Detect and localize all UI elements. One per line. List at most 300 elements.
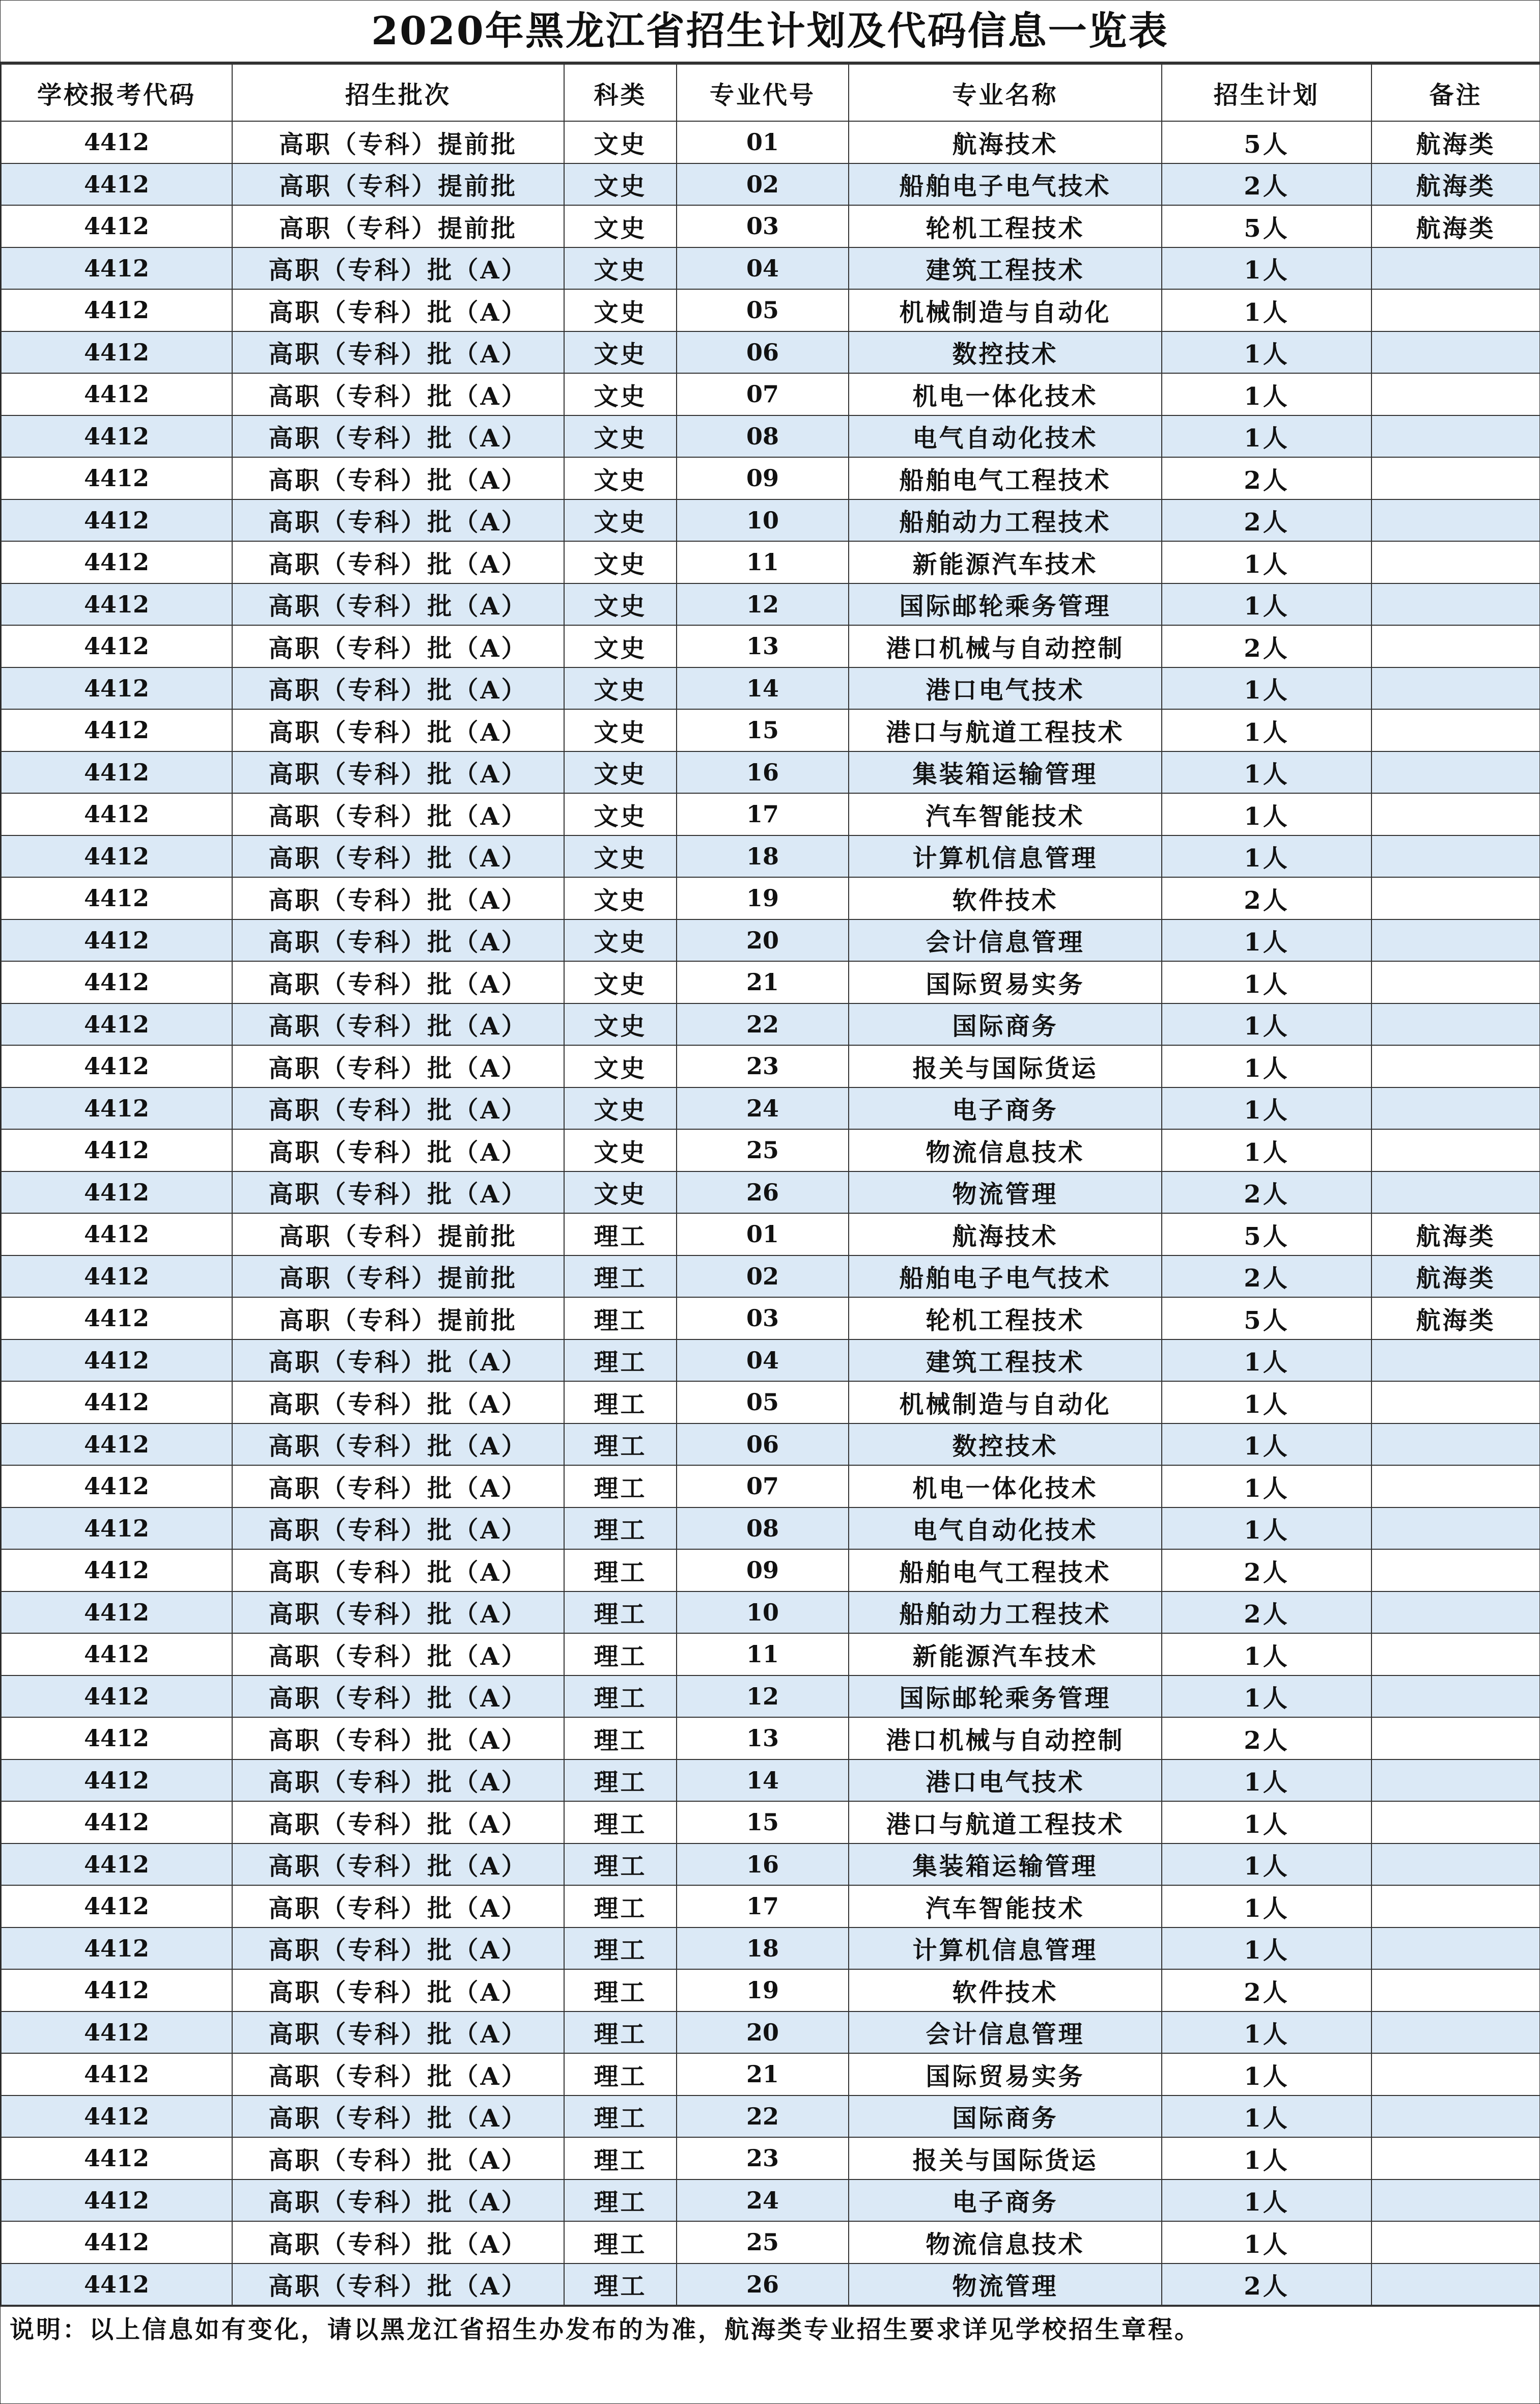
major-name-cell: 港口电气技术 — [849, 1759, 1162, 1802]
category-cell: 理工 — [564, 1549, 677, 1591]
table-row — [1, 163, 1540, 206]
school-code-cell: 4412 — [1, 1801, 232, 1843]
category-cell: 文史 — [564, 247, 677, 290]
batch-cell: 高职（专科）批（A） — [232, 2179, 564, 2222]
table-row — [1, 961, 1540, 1003]
remark-cell — [1371, 1381, 1540, 1423]
header-row — [1, 64, 1540, 121]
remark-cell — [1371, 457, 1540, 499]
table-row — [1, 2011, 1540, 2054]
major-name-cell: 国际贸易实务 — [849, 2053, 1162, 2095]
plan-cell: 1人 — [1162, 1759, 1371, 1802]
major-code-cell: 23 — [677, 1045, 849, 1087]
batch-cell: 高职（专科）提前批 — [232, 1255, 564, 1298]
plan-cell: 2人 — [1162, 1549, 1371, 1591]
major-code-cell: 26 — [677, 2263, 849, 2306]
remark-cell — [1371, 877, 1540, 919]
remark-cell — [1371, 1591, 1540, 1634]
table-row — [1, 877, 1540, 919]
header-remark: 备注 — [1371, 64, 1540, 121]
major-code-cell: 12 — [677, 1675, 849, 1718]
school-code-cell: 4412 — [1, 1759, 232, 1802]
category-cell: 理工 — [564, 1759, 677, 1802]
category-cell: 理工 — [564, 1927, 677, 1970]
major-name-cell: 船舶动力工程技术 — [849, 499, 1162, 542]
category-cell: 文史 — [564, 499, 677, 542]
category-cell: 理工 — [564, 2263, 677, 2306]
major-code-cell: 12 — [677, 583, 849, 626]
school-code-cell: 4412 — [1, 1969, 232, 2011]
major-code-cell: 25 — [677, 1129, 849, 1171]
plan-cell: 1人 — [1162, 1423, 1371, 1466]
plan-cell: 2人 — [1162, 499, 1371, 542]
plan-cell: 2人 — [1162, 2263, 1371, 2306]
table-row — [1, 289, 1540, 331]
batch-cell: 高职（专科）批（A） — [232, 2095, 564, 2138]
category-cell: 文史 — [564, 1003, 677, 1046]
remark-cell — [1371, 667, 1540, 710]
category-cell: 文史 — [564, 1129, 677, 1171]
plan-cell: 1人 — [1162, 961, 1371, 1003]
table-row — [1, 1549, 1540, 1591]
plan-cell: 2人 — [1162, 457, 1371, 499]
plan-cell: 1人 — [1162, 1507, 1371, 1550]
major-code-cell: 04 — [677, 247, 849, 290]
table-row — [1, 373, 1540, 415]
remark-cell — [1371, 1129, 1540, 1171]
table-body — [1, 121, 1540, 2305]
major-code-cell: 03 — [677, 1297, 849, 1339]
category-cell: 理工 — [564, 2095, 677, 2138]
major-name-cell: 国际邮轮乘务管理 — [849, 583, 1162, 626]
plan-cell: 1人 — [1162, 793, 1371, 835]
school-code-cell: 4412 — [1, 877, 232, 919]
major-name-cell: 物流信息技术 — [849, 2221, 1162, 2263]
major-code-cell: 22 — [677, 2095, 849, 2138]
school-code-cell: 4412 — [1, 1003, 232, 1046]
remark-cell — [1371, 2137, 1540, 2179]
category-cell: 理工 — [564, 1885, 677, 1927]
school-code-cell: 4412 — [1, 205, 232, 247]
major-name-cell: 报关与国际货运 — [849, 2137, 1162, 2179]
remark-cell — [1371, 1339, 1540, 1382]
remark-cell — [1371, 1549, 1540, 1591]
category-cell: 文史 — [564, 163, 677, 206]
school-code-cell: 4412 — [1, 1339, 232, 1382]
category-cell: 理工 — [564, 1969, 677, 2011]
table-row — [1, 2179, 1540, 2222]
plan-cell: 1人 — [1162, 331, 1371, 374]
category-cell: 理工 — [564, 2179, 677, 2222]
category-cell: 文史 — [564, 625, 677, 667]
remark-cell — [1371, 1843, 1540, 1886]
school-code-cell: 4412 — [1, 625, 232, 667]
major-name-cell: 港口电气技术 — [849, 667, 1162, 710]
school-code-cell: 4412 — [1, 2053, 232, 2095]
major-name-cell: 国际邮轮乘务管理 — [849, 1675, 1162, 1718]
plan-cell: 5人 — [1162, 1213, 1371, 1255]
plan-cell: 5人 — [1162, 205, 1371, 247]
table-row — [1, 1423, 1540, 1466]
school-code-cell: 4412 — [1, 1381, 232, 1423]
major-name-cell: 船舶电子电气技术 — [849, 1255, 1162, 1298]
table-row — [1, 1255, 1540, 1298]
table-row — [1, 1171, 1540, 1214]
plan-cell: 1人 — [1162, 2095, 1371, 2138]
category-cell: 文史 — [564, 373, 677, 415]
school-code-cell: 4412 — [1, 121, 232, 163]
remark-cell — [1371, 2011, 1540, 2054]
plan-cell: 5人 — [1162, 1297, 1371, 1339]
major-name-cell: 国际商务 — [849, 1003, 1162, 1046]
school-code-cell: 4412 — [1, 1633, 232, 1675]
batch-cell: 高职（专科）批（A） — [232, 1465, 564, 1507]
major-name-cell: 集装箱运输管理 — [849, 751, 1162, 794]
major-name-cell: 物流信息技术 — [849, 1129, 1162, 1171]
remark-cell — [1371, 1045, 1540, 1087]
table-row — [1, 1843, 1540, 1886]
school-code-cell: 4412 — [1, 1717, 232, 1759]
header-category: 科类 — [564, 64, 677, 121]
major-name-cell: 汽车智能技术 — [849, 1885, 1162, 1927]
major-name-cell: 机电一体化技术 — [849, 1465, 1162, 1507]
major-code-cell: 14 — [677, 667, 849, 710]
school-code-cell: 4412 — [1, 499, 232, 542]
plan-cell: 1人 — [1162, 1129, 1371, 1171]
table-row — [1, 709, 1540, 751]
major-code-cell: 16 — [677, 751, 849, 794]
school-code-cell: 4412 — [1, 667, 232, 710]
plan-cell: 2人 — [1162, 1171, 1371, 1214]
table-row — [1, 835, 1540, 878]
plan-cell: 1人 — [1162, 289, 1371, 331]
category-cell: 文史 — [564, 1045, 677, 1087]
school-code-cell: 4412 — [1, 1549, 232, 1591]
category-cell: 理工 — [564, 1339, 677, 1382]
remark-cell — [1371, 1801, 1540, 1843]
batch-cell: 高职（专科）批（A） — [232, 1087, 564, 1130]
remark-cell: 航海类 — [1371, 1255, 1540, 1298]
major-name-cell: 船舶电子电气技术 — [849, 163, 1162, 206]
category-cell: 文史 — [564, 121, 677, 163]
major-code-cell: 06 — [677, 331, 849, 374]
school-code-cell: 4412 — [1, 1843, 232, 1886]
remark-cell — [1371, 1885, 1540, 1927]
header-major-code: 专业代号 — [677, 64, 849, 121]
remark-cell — [1371, 499, 1540, 542]
major-name-cell: 港口机械与自动控制 — [849, 1717, 1162, 1759]
category-cell: 文史 — [564, 1087, 677, 1130]
school-code-cell: 4412 — [1, 373, 232, 415]
major-name-cell: 报关与国际货运 — [849, 1045, 1162, 1087]
major-name-cell: 软件技术 — [849, 1969, 1162, 2011]
plan-cell: 2人 — [1162, 625, 1371, 667]
batch-cell: 高职（专科）批（A） — [232, 331, 564, 374]
major-code-cell: 26 — [677, 1171, 849, 1214]
plan-cell: 2人 — [1162, 877, 1371, 919]
school-code-cell: 4412 — [1, 583, 232, 626]
plan-cell: 1人 — [1162, 1003, 1371, 1046]
major-code-cell: 07 — [677, 373, 849, 415]
page-title: 2020年黑龙江省招生计划及代码信息一览表 — [1, 1, 1539, 64]
batch-cell: 高职（专科）批（A） — [232, 793, 564, 835]
school-code-cell: 4412 — [1, 2137, 232, 2179]
plan-cell: 1人 — [1162, 583, 1371, 626]
major-code-cell: 19 — [677, 877, 849, 919]
category-cell: 理工 — [564, 2053, 677, 2095]
remark-cell — [1371, 541, 1540, 583]
remark-cell — [1371, 1087, 1540, 1130]
batch-cell: 高职（专科）批（A） — [232, 1759, 564, 1802]
batch-cell: 高职（专科）批（A） — [232, 961, 564, 1003]
plan-cell: 1人 — [1162, 1675, 1371, 1718]
school-code-cell: 4412 — [1, 2221, 232, 2263]
plan-cell: 2人 — [1162, 1717, 1371, 1759]
category-cell: 理工 — [564, 1465, 677, 1507]
table-row — [1, 1213, 1540, 1255]
batch-cell: 高职（专科）批（A） — [232, 625, 564, 667]
major-name-cell: 新能源汽车技术 — [849, 1633, 1162, 1675]
table-row — [1, 205, 1540, 247]
plan-cell: 1人 — [1162, 1801, 1371, 1843]
remark-cell — [1371, 2263, 1540, 2306]
plan-cell: 2人 — [1162, 163, 1371, 206]
batch-cell: 高职（专科）批（A） — [232, 667, 564, 710]
major-name-cell: 数控技术 — [849, 331, 1162, 374]
plan-cell: 5人 — [1162, 121, 1371, 163]
table-row — [1, 457, 1540, 499]
remark-cell — [1371, 1927, 1540, 1970]
table-row — [1, 1633, 1540, 1675]
plan-cell: 1人 — [1162, 373, 1371, 415]
category-cell: 文史 — [564, 835, 677, 878]
table-row — [1, 121, 1540, 163]
table-row — [1, 415, 1540, 458]
batch-cell: 高职（专科）批（A） — [232, 583, 564, 626]
batch-cell: 高职（专科）批（A） — [232, 499, 564, 542]
plan-cell: 1人 — [1162, 709, 1371, 751]
category-cell: 理工 — [564, 1717, 677, 1759]
remark-cell — [1371, 1003, 1540, 1046]
major-name-cell: 船舶电气工程技术 — [849, 1549, 1162, 1591]
remark-cell: 航海类 — [1371, 163, 1540, 206]
table-row — [1, 331, 1540, 374]
table-row — [1, 541, 1540, 583]
remark-cell — [1371, 1759, 1540, 1802]
batch-cell: 高职（专科）批（A） — [232, 1633, 564, 1675]
plan-cell: 1人 — [1162, 1843, 1371, 1886]
major-name-cell: 电子商务 — [849, 1087, 1162, 1130]
batch-cell: 高职（专科）批（A） — [232, 835, 564, 878]
category-cell: 理工 — [564, 1675, 677, 1718]
batch-cell: 高职（专科）批（A） — [232, 1129, 564, 1171]
category-cell: 文史 — [564, 289, 677, 331]
table-row — [1, 1801, 1540, 1843]
category-cell: 文史 — [564, 751, 677, 794]
batch-cell: 高职（专科）批（A） — [232, 751, 564, 794]
batch-cell: 高职（专科）批（A） — [232, 1549, 564, 1591]
batch-cell: 高职（专科）批（A） — [232, 1339, 564, 1382]
school-code-cell: 4412 — [1, 415, 232, 458]
remark-cell — [1371, 919, 1540, 962]
batch-cell: 高职（专科）批（A） — [232, 1969, 564, 2011]
school-code-cell: 4412 — [1, 289, 232, 331]
major-name-cell: 计算机信息管理 — [849, 1927, 1162, 1970]
remark-cell — [1371, 1423, 1540, 1466]
major-name-cell: 国际商务 — [849, 2095, 1162, 2138]
category-cell: 文史 — [564, 919, 677, 962]
school-code-cell: 4412 — [1, 1045, 232, 1087]
major-code-cell: 13 — [677, 1717, 849, 1759]
major-code-cell: 23 — [677, 2137, 849, 2179]
remark-cell — [1371, 415, 1540, 458]
plan-cell: 1人 — [1162, 919, 1371, 962]
table-row — [1, 247, 1540, 290]
major-code-cell: 11 — [677, 1633, 849, 1675]
plan-cell: 1人 — [1162, 1381, 1371, 1423]
major-name-cell: 港口与航道工程技术 — [849, 1801, 1162, 1843]
batch-cell: 高职（专科）批（A） — [232, 457, 564, 499]
remark-cell: 航海类 — [1371, 205, 1540, 247]
major-code-cell: 21 — [677, 2053, 849, 2095]
remark-cell — [1371, 1465, 1540, 1507]
batch-cell: 高职（专科）批（A） — [232, 1885, 564, 1927]
major-name-cell: 航海技术 — [849, 1213, 1162, 1255]
batch-cell: 高职（专科）提前批 — [232, 205, 564, 247]
major-code-cell: 24 — [677, 1087, 849, 1130]
table-row — [1, 793, 1540, 835]
major-name-cell: 船舶电气工程技术 — [849, 457, 1162, 499]
table-row — [1, 919, 1540, 962]
school-code-cell: 4412 — [1, 1675, 232, 1718]
school-code-cell: 4412 — [1, 2263, 232, 2306]
plan-cell: 1人 — [1162, 1045, 1371, 1087]
major-name-cell: 建筑工程技术 — [849, 1339, 1162, 1382]
school-code-cell: 4412 — [1, 163, 232, 206]
remark-cell — [1371, 751, 1540, 794]
table-row — [1, 1759, 1540, 1802]
batch-cell: 高职（专科）批（A） — [232, 1591, 564, 1634]
remark-cell — [1371, 961, 1540, 1003]
major-name-cell: 集装箱运输管理 — [849, 1843, 1162, 1886]
table-row — [1, 1339, 1540, 1382]
major-name-cell: 会计信息管理 — [849, 2011, 1162, 2054]
school-code-cell: 4412 — [1, 835, 232, 878]
major-name-cell: 电气自动化技术 — [849, 415, 1162, 458]
table-row — [1, 2053, 1540, 2095]
school-code-cell: 4412 — [1, 1171, 232, 1214]
table-row — [1, 1087, 1540, 1130]
major-code-cell: 15 — [677, 709, 849, 751]
plan-cell: 1人 — [1162, 667, 1371, 710]
school-code-cell: 4412 — [1, 457, 232, 499]
category-cell: 理工 — [564, 2137, 677, 2179]
remark-cell — [1371, 625, 1540, 667]
major-code-cell: 15 — [677, 1801, 849, 1843]
category-cell: 理工 — [564, 1633, 677, 1675]
major-code-cell: 17 — [677, 1885, 849, 1927]
table-row — [1, 1381, 1540, 1423]
school-code-cell: 4412 — [1, 2095, 232, 2138]
batch-cell: 高职（专科）批（A） — [232, 247, 564, 290]
major-code-cell: 24 — [677, 2179, 849, 2222]
school-code-cell: 4412 — [1, 1255, 232, 1298]
batch-cell: 高职（专科）批（A） — [232, 2221, 564, 2263]
batch-cell: 高职（专科）批（A） — [232, 1507, 564, 1550]
batch-cell: 高职（专科）批（A） — [232, 1843, 564, 1886]
remark-cell — [1371, 1675, 1540, 1718]
table-row — [1, 625, 1540, 667]
major-name-cell: 港口机械与自动控制 — [849, 625, 1162, 667]
remark-cell: 航海类 — [1371, 1297, 1540, 1339]
remark-cell — [1371, 289, 1540, 331]
major-code-cell: 18 — [677, 835, 849, 878]
table-row — [1, 583, 1540, 626]
school-code-cell: 4412 — [1, 1591, 232, 1634]
table-row — [1, 1045, 1540, 1087]
major-name-cell: 建筑工程技术 — [849, 247, 1162, 290]
table-row — [1, 751, 1540, 794]
remark-cell — [1371, 835, 1540, 878]
remark-cell — [1371, 373, 1540, 415]
major-code-cell: 02 — [677, 1255, 849, 1298]
batch-cell: 高职（专科）批（A） — [232, 1801, 564, 1843]
school-code-cell: 4412 — [1, 2179, 232, 2222]
table-row — [1, 1003, 1540, 1046]
batch-cell: 高职（专科）提前批 — [232, 1297, 564, 1339]
header-batch: 招生批次 — [232, 64, 564, 121]
category-cell: 文史 — [564, 205, 677, 247]
table-row — [1, 667, 1540, 710]
plan-cell: 1人 — [1162, 1885, 1371, 1927]
table-row — [1, 1465, 1540, 1507]
plan-cell: 1人 — [1162, 2179, 1371, 2222]
school-code-cell: 4412 — [1, 1297, 232, 1339]
remark-cell — [1371, 1969, 1540, 2011]
school-code-cell: 4412 — [1, 1927, 232, 1970]
remark-cell — [1371, 2221, 1540, 2263]
school-code-cell: 4412 — [1, 1885, 232, 1927]
batch-cell: 高职（专科）批（A） — [232, 1423, 564, 1466]
remark-cell — [1371, 1171, 1540, 1214]
major-code-cell: 21 — [677, 961, 849, 1003]
major-code-cell: 09 — [677, 1549, 849, 1591]
plan-cell: 1人 — [1162, 1339, 1371, 1382]
major-code-cell: 17 — [677, 793, 849, 835]
remark-cell — [1371, 793, 1540, 835]
major-name-cell: 航海技术 — [849, 121, 1162, 163]
category-cell: 理工 — [564, 1801, 677, 1843]
remark-cell — [1371, 1633, 1540, 1675]
school-code-cell: 4412 — [1, 247, 232, 290]
batch-cell: 高职（专科）批（A） — [232, 709, 564, 751]
major-code-cell: 16 — [677, 1843, 849, 1886]
major-code-cell: 09 — [677, 457, 849, 499]
table-row — [1, 499, 1540, 542]
batch-cell: 高职（专科）批（A） — [232, 1171, 564, 1214]
remark-cell — [1371, 2053, 1540, 2095]
remark-cell: 航海类 — [1371, 1213, 1540, 1255]
header-school-code: 学校报考代码 — [1, 64, 232, 121]
major-code-cell: 05 — [677, 1381, 849, 1423]
major-name-cell: 轮机工程技术 — [849, 1297, 1162, 1339]
category-cell: 文史 — [564, 457, 677, 499]
batch-cell: 高职（专科）批（A） — [232, 1717, 564, 1759]
batch-cell: 高职（专科）批（A） — [232, 2137, 564, 2179]
plan-cell: 1人 — [1162, 2221, 1371, 2263]
plan-cell: 1人 — [1162, 2137, 1371, 2179]
school-code-cell: 4412 — [1, 1087, 232, 1130]
